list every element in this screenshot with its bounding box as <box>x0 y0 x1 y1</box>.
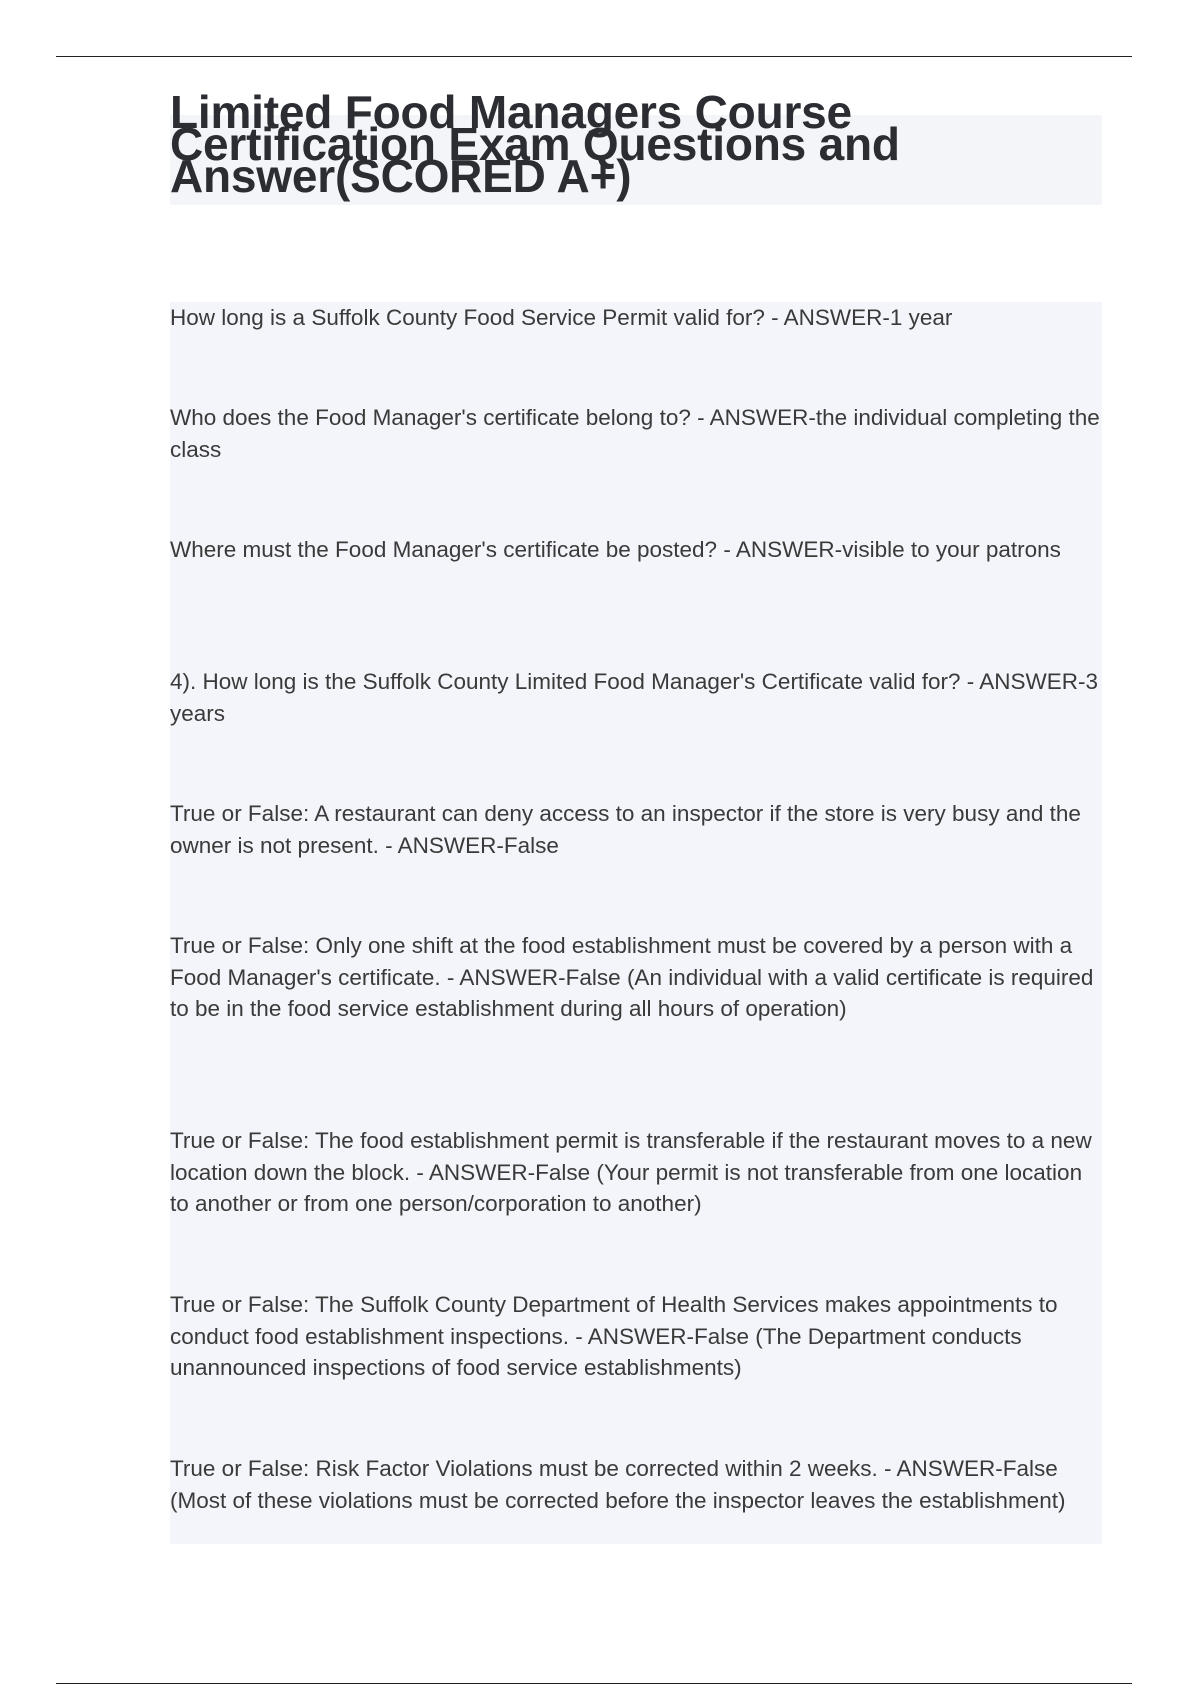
document-title: Limited Food Managers Course Certification Exam Questions and Answer(SCORED A+) <box>170 86 900 202</box>
qa-item-9: True or False: Risk Factor Violations must be corrected within 2 weeks. - ANSWER-False (Most of these violations must be corrected before the inspector leaves the establishment) <box>170 1456 1066 1513</box>
qa-item-2: Who does the Food Manager's certificate belong to? - ANSWER-the individual completing the class <box>170 405 1100 462</box>
qa-item-7: True or False: The food establishment permit is transferable if the restaurant moves to a new location down the block. - ANSWER-False (Your permit is not transferable from one location to another or from one person/corporation to another) <box>170 1128 1092 1216</box>
qa-item-1: How long is a Suffolk County Food Service Permit valid for? - ANSWER-1 year <box>170 305 953 330</box>
top-rule <box>56 56 1132 57</box>
qa-item-4: 4). How long is the Suffolk County Limited Food Manager's Certificate valid for? - ANSWER-3 years <box>170 669 1099 726</box>
bottom-rule <box>56 1683 1132 1684</box>
qa-item-3: Where must the Food Manager's certificate be posted? - ANSWER-visible to your patrons <box>170 537 1061 562</box>
qa-item-5: True or False: A restaurant can deny access to an inspector if the store is very busy and the owner is not present. - ANSWER-False <box>170 801 1081 858</box>
qa-item-8: True or False: The Suffolk County Department of Health Services makes appointments to conduct food establishment inspections. - ANSWER-False (The Department conducts unannounced inspections of food service establishments) <box>170 1292 1058 1380</box>
qa-item-6: True or False: Only one shift at the food establishment must be covered by a person with a Food Manager's certificate. - ANSWER-False (An individual with a valid certificate is required to be in the food service establishment during all hours of operation) <box>170 933 1094 1021</box>
